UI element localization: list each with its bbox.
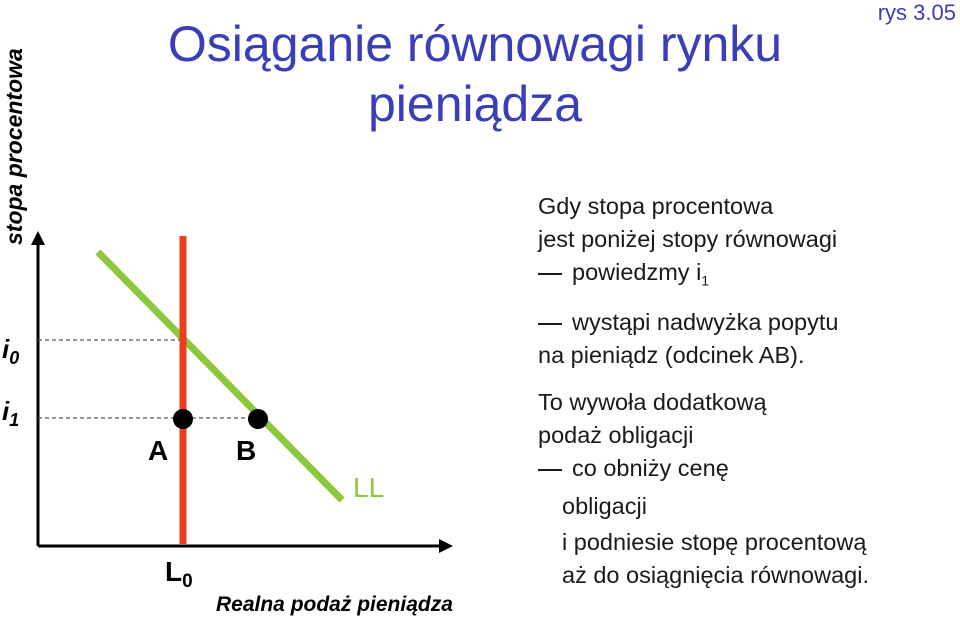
text-p3-line3 — [538, 452, 729, 485]
ll-label: LL — [353, 472, 385, 503]
l0-label-sub: 0 — [182, 571, 193, 592]
text-p1-line3-sub: 1 — [701, 272, 710, 289]
text-p3-line3-main: co obniży cenę — [572, 455, 729, 481]
point-a-marker — [173, 409, 193, 429]
slide-title-line2: pieniądza — [367, 76, 583, 132]
text-p2-line1 — [538, 306, 838, 339]
y-axis-label: stopa procentowa — [1, 48, 27, 245]
i1-label-main: i — [2, 396, 10, 426]
liquidity-preference-line — [98, 252, 342, 500]
text-p3-line2: podaż obligacji — [538, 422, 694, 448]
text-p2-line2: na pieniądz (odcinek AB). — [538, 342, 805, 368]
text-p1-line3-main: powiedzmy i — [572, 259, 702, 285]
point-a-label: A — [148, 435, 169, 466]
text-p3-line1: To wywoła dodatkową — [538, 389, 767, 415]
l0-label-main: L — [165, 556, 183, 587]
dash-marker — [538, 323, 562, 325]
text-p3-line4: obligacji — [562, 493, 647, 519]
point-b-label: B — [236, 435, 257, 466]
i0-label-main: i — [2, 334, 10, 364]
x-axis-label: Realna podaż pieniądza — [216, 593, 453, 616]
i1-label — [2, 396, 19, 430]
dash-marker — [538, 273, 562, 275]
text-p1-line2: jest poniżej stopy równowagi — [538, 226, 838, 252]
i0-label-sub: 0 — [9, 348, 20, 368]
slide-title-line1: Osiąganie równowagi rynku — [167, 16, 783, 72]
figure-label: rys 3.05 — [877, 0, 956, 25]
text-p3-line6: aż do osiągnięcia równowagi. — [562, 562, 869, 588]
i0-label — [2, 334, 19, 368]
text-p3-line5: i podniesie stopę procentową — [562, 529, 867, 555]
text-p1-line1: Gdy stopa procentowa — [538, 193, 774, 219]
point-b-marker — [248, 409, 268, 429]
text-p1-line3 — [538, 256, 709, 298]
l0-label — [165, 556, 193, 592]
dash-marker — [538, 469, 562, 471]
i1-label-sub: 1 — [9, 410, 20, 430]
text-p2-line1-main: wystąpi nadwyżka popytu — [572, 309, 839, 335]
